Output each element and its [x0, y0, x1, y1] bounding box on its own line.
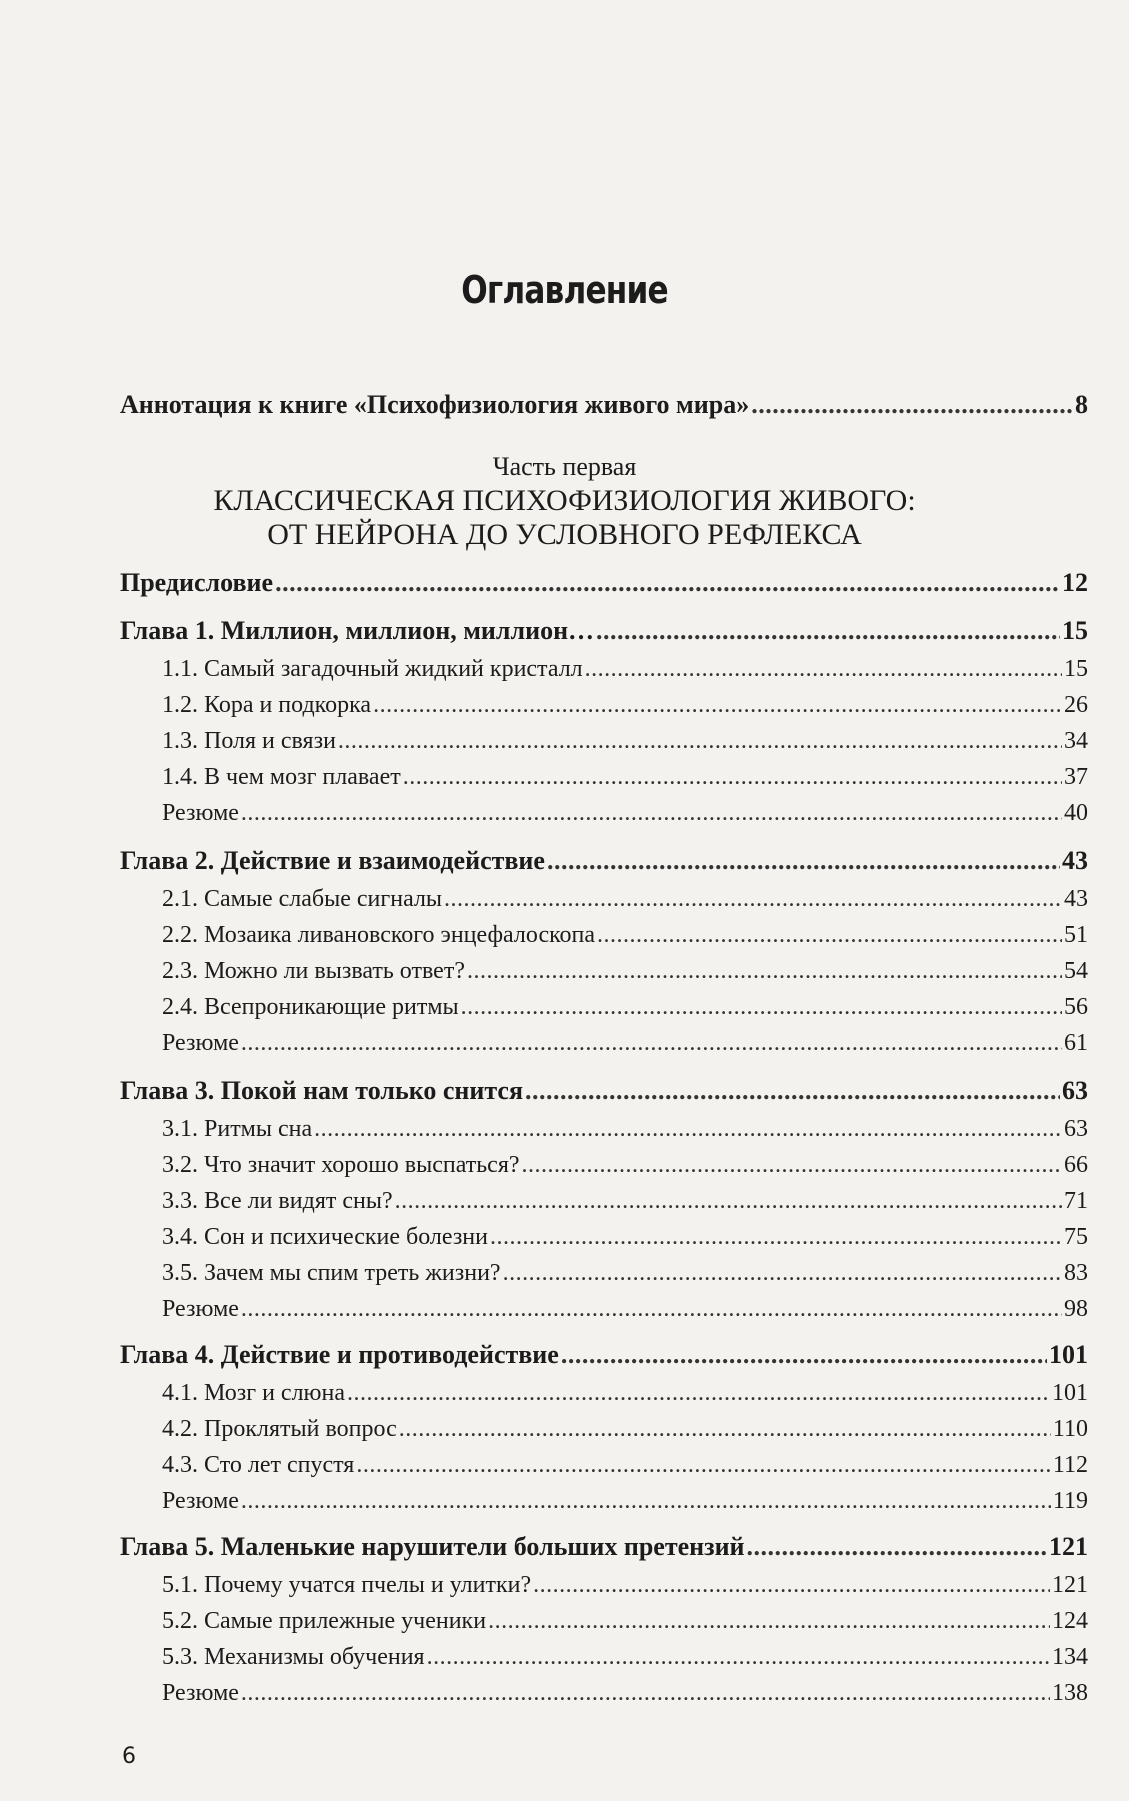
toc-page: 110: [1052, 1416, 1088, 1442]
dot-leader: [503, 1258, 1062, 1288]
toc-page: 119: [1052, 1488, 1088, 1514]
dot-leader: [596, 616, 1060, 646]
toc-page: 138: [1052, 1680, 1088, 1706]
dot-leader: [490, 1222, 1062, 1252]
toc-page: 71: [1064, 1188, 1088, 1214]
toc-label: Резюме: [162, 1488, 239, 1514]
toc-annotation-row[interactable]: [120, 390, 1088, 420]
dot-leader: [467, 956, 1062, 986]
toc-page: 51: [1064, 922, 1088, 948]
dot-leader: [314, 1114, 1062, 1144]
toc-label: 1.1. Самый загадочный жидкий кристалл: [162, 656, 583, 682]
toc-label: Глава 5. Маленькие нарушители больших претензий: [120, 1532, 745, 1561]
toc-section-row[interactable]: [120, 690, 1088, 720]
toc-section-row[interactable]: [120, 1414, 1088, 1444]
dot-leader: [547, 846, 1060, 876]
dot-leader: [597, 920, 1062, 950]
dot-leader: [347, 1378, 1050, 1408]
toc-page: 66: [1064, 1152, 1088, 1178]
toc-page: 63: [1064, 1116, 1088, 1142]
dot-leader: [427, 1642, 1050, 1672]
toc-section-row[interactable]: [120, 1678, 1088, 1708]
toc-label: Аннотация к книге «Психофизиология живого мира»: [120, 390, 750, 419]
dot-leader: [338, 726, 1062, 756]
toc-label: Глава 4. Действие и противодействие: [120, 1340, 559, 1369]
toc-label: 1.4. В чем мозг плавает: [162, 764, 401, 790]
toc-section-row[interactable]: [120, 1570, 1088, 1600]
toc-label: 5.3. Механизмы обучения: [162, 1644, 425, 1670]
toc-section-row[interactable]: [120, 1606, 1088, 1636]
toc-section-row[interactable]: [120, 1222, 1088, 1252]
toc-label: 3.5. Зачем мы спим треть жизни?: [162, 1260, 501, 1286]
toc-page: 75: [1064, 1224, 1088, 1250]
toc-section-row[interactable]: [120, 1114, 1088, 1144]
toc-label: 5.2. Самые прилежные ученики: [162, 1608, 487, 1634]
dot-leader: [241, 1678, 1050, 1708]
toc-page: 98: [1064, 1296, 1088, 1322]
dot-leader: [373, 690, 1062, 720]
toc-page: 15: [1062, 616, 1088, 645]
toc-label: Резюме: [162, 1030, 239, 1056]
toc-page: 40: [1064, 800, 1088, 826]
toc-page: 37: [1064, 764, 1088, 790]
dot-leader: [403, 762, 1062, 792]
toc-page: 61: [1064, 1030, 1088, 1056]
dot-leader: [241, 1486, 1051, 1516]
toc-section-row[interactable]: [120, 1186, 1088, 1216]
toc-page: 101: [1049, 1340, 1088, 1369]
toc-page: 121: [1049, 1532, 1088, 1561]
toc-section-row[interactable]: [120, 992, 1088, 1022]
toc-section-row[interactable]: [120, 1028, 1088, 1058]
dot-leader: [395, 1186, 1062, 1216]
toc-label: 2.4. Всепроникающие ритмы: [162, 994, 459, 1020]
dot-leader: [747, 1532, 1047, 1562]
toc-page: 8: [1075, 390, 1088, 419]
dot-leader: [533, 1570, 1050, 1600]
toc-chapter-row[interactable]: [120, 1076, 1088, 1106]
toc-page: 43: [1062, 846, 1088, 875]
dot-leader: [444, 884, 1062, 914]
toc-page: 12: [1062, 568, 1088, 597]
page-number: 6: [122, 1744, 136, 1769]
toc-chapter-row[interactable]: [120, 568, 1088, 598]
dot-leader: [561, 1340, 1047, 1370]
toc-chapter-row[interactable]: [120, 616, 1088, 646]
toc-page: 34: [1064, 728, 1088, 754]
toc-section-row[interactable]: [120, 1378, 1088, 1408]
toc-label: Предисловие: [120, 568, 274, 597]
dot-leader: [488, 1606, 1050, 1636]
toc-section-row[interactable]: [120, 798, 1088, 828]
toc-label: 4.3. Сто лет спустя: [162, 1452, 355, 1478]
toc-page: 124: [1052, 1608, 1088, 1634]
dot-leader: [525, 1076, 1060, 1106]
toc-label: Глава 1. Миллион, миллион, миллион…: [120, 616, 595, 645]
dot-leader: [241, 1028, 1062, 1058]
toc-section-row[interactable]: [120, 1486, 1088, 1516]
toc-label: 3.4. Сон и психические болезни: [162, 1224, 488, 1250]
toc-label: 5.1. Почему учатся пчелы и улитки?: [162, 1572, 532, 1598]
dot-leader: [399, 1414, 1051, 1444]
toc-label: 3.3. Все ли видят сны?: [162, 1188, 393, 1214]
dot-leader: [241, 798, 1062, 828]
toc-section-row[interactable]: [120, 1642, 1088, 1672]
dot-leader: [461, 992, 1062, 1022]
toc-label: 2.1. Самые слабые сигналы: [162, 886, 443, 912]
toc-section-row[interactable]: [120, 1450, 1088, 1480]
toc-page: 54: [1064, 958, 1088, 984]
toc-section-row[interactable]: [120, 726, 1088, 756]
toc-label: Резюме: [162, 800, 239, 826]
toc-page: 15: [1064, 656, 1088, 682]
dot-leader: [751, 390, 1073, 420]
toc-page: 83: [1064, 1260, 1088, 1286]
dot-leader: [585, 654, 1062, 684]
toc-section-row[interactable]: [120, 920, 1088, 950]
toc-section-row[interactable]: [120, 956, 1088, 986]
page-title: Оглавление: [461, 268, 668, 312]
toc-page: 134: [1052, 1644, 1088, 1670]
toc-label: Глава 3. Покой нам только снится: [120, 1076, 524, 1105]
toc-section-row[interactable]: [120, 1150, 1088, 1180]
toc-page: 101: [1052, 1380, 1088, 1406]
toc-section-row[interactable]: [120, 654, 1088, 684]
toc-label: Резюме: [162, 1296, 239, 1322]
toc-section-row[interactable]: [120, 762, 1088, 792]
toc-chapter-row[interactable]: [120, 846, 1088, 876]
toc-label: 4.1. Мозг и слюна: [162, 1380, 345, 1406]
toc-page: 112: [1052, 1452, 1088, 1478]
toc-section-row[interactable]: [120, 1294, 1088, 1324]
toc-label: Глава 2. Действие и взаимодействие: [120, 846, 545, 875]
dot-leader: [522, 1150, 1062, 1180]
toc-label: Резюме: [162, 1680, 239, 1706]
toc-label: 2.2. Мозаика ливановского энцефалоскопа: [162, 922, 596, 948]
toc-section-row[interactable]: [120, 884, 1088, 914]
toc-page: 121: [1052, 1572, 1088, 1598]
toc-label: 1.2. Кора и подкорка: [162, 692, 372, 718]
toc-page: 56: [1064, 994, 1088, 1020]
toc-section-row[interactable]: [120, 1258, 1088, 1288]
dot-leader: [356, 1450, 1051, 1480]
part-title-line-1: КЛАССИЧЕСКАЯ ПСИХОФИЗИОЛОГИЯ ЖИВОГО:: [213, 484, 916, 517]
toc-page: 63: [1062, 1076, 1088, 1105]
dot-leader: [241, 1294, 1062, 1324]
toc-label: 3.1. Ритмы сна: [162, 1116, 313, 1142]
toc-chapter-row[interactable]: [120, 1340, 1088, 1370]
toc-label: 4.2. Проклятый вопрос: [162, 1416, 397, 1442]
toc-page: 26: [1064, 692, 1088, 718]
part-label: Часть первая: [492, 452, 637, 481]
toc-label: 1.3. Поля и связи: [162, 728, 336, 754]
dot-leader: [275, 568, 1060, 598]
part-title-line-2: ОТ НЕЙРОНА ДО УСЛОВНОГО РЕФЛЕКСА: [267, 518, 862, 551]
toc-chapter-row[interactable]: [120, 1532, 1088, 1562]
toc-label: 3.2. Что значит хорошо выспаться?: [162, 1152, 520, 1178]
toc-label: 2.3. Можно ли вызвать ответ?: [162, 958, 465, 984]
toc-page: 43: [1064, 886, 1088, 912]
